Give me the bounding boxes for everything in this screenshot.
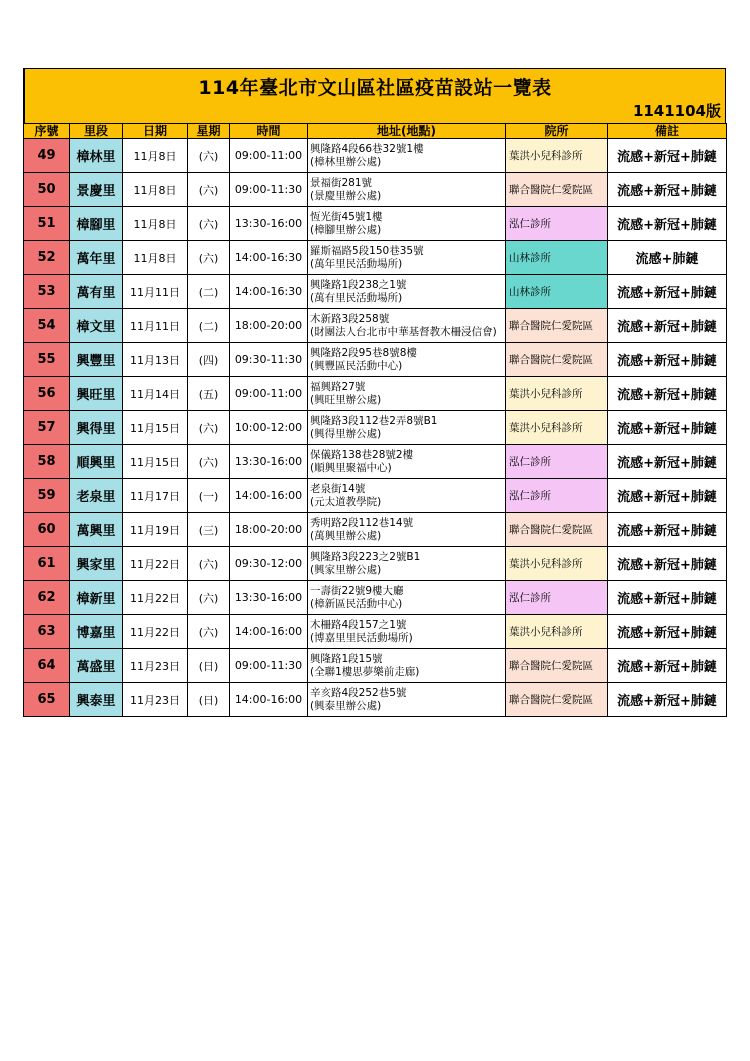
row-weekday: (六) (188, 207, 230, 241)
version-label: 1141104版 (632, 102, 721, 120)
header-row (24, 124, 727, 139)
row-weekday: (六) (188, 411, 230, 445)
row-li: 興旺里 (70, 377, 123, 411)
row-time: 09:00-11:30 (230, 173, 308, 207)
row-weekday: (六) (188, 615, 230, 649)
row-address-line1: 福興路27號 (310, 380, 366, 393)
row-time: 09:30-12:00 (230, 547, 308, 581)
row-li: 樟腳里 (70, 207, 123, 241)
row-address-line1: 興隆路1段15號 (310, 652, 383, 665)
row-address (308, 139, 506, 173)
row-seq: 58 (24, 445, 70, 479)
row-date: 11月23日 (123, 649, 188, 683)
row-note: 流感+新冠+肺鏈 (608, 207, 727, 241)
row-date: 11月23日 (123, 683, 188, 717)
row-note: 流感+新冠+肺鏈 (608, 343, 727, 377)
row-li: 老泉里 (70, 479, 123, 513)
row-date: 11月19日 (123, 513, 188, 547)
row-li: 興得里 (70, 411, 123, 445)
row-note: 流感+新冠+肺鏈 (608, 547, 727, 581)
row-address-line1: 老泉街14號 (310, 482, 366, 495)
row-li: 樟林里 (70, 139, 123, 173)
row-address (308, 445, 506, 479)
row-address-line1: 一壽街22號9樓大廳 (310, 584, 404, 597)
row-li: 樟文里 (70, 309, 123, 343)
row-address (308, 513, 506, 547)
row-li: 景慶里 (70, 173, 123, 207)
row-seq: 56 (24, 377, 70, 411)
row-address (308, 207, 506, 241)
row-seq: 61 (24, 547, 70, 581)
row-note: 流感+新冠+肺鏈 (608, 275, 727, 309)
row-address (308, 649, 506, 683)
row-clinic: 聯合醫院仁愛院區 (506, 649, 608, 683)
header-li: 里段 (70, 124, 123, 139)
row-note: 流感+新冠+肺鏈 (608, 411, 727, 445)
row-note: 流感+新冠+肺鏈 (608, 479, 727, 513)
row-address-line2: (萬興里辦公處) (310, 529, 382, 542)
row-clinic: 葉洪小兒科診所 (506, 139, 608, 173)
header-note: 備註 (608, 124, 727, 139)
row-weekday: (六) (188, 173, 230, 207)
row-weekday: (一) (188, 479, 230, 513)
row-seq: 55 (24, 343, 70, 377)
table-row (24, 445, 727, 479)
header-time: 時間 (230, 124, 308, 139)
row-weekday: (二) (188, 309, 230, 343)
row-address (308, 547, 506, 581)
row-time: 09:00-11:00 (230, 139, 308, 173)
title-band (23, 68, 726, 123)
row-clinic: 葉洪小兒科診所 (506, 411, 608, 445)
row-note: 流感+新冠+肺鏈 (608, 513, 727, 547)
row-address-line2: (興泰里辦公處) (310, 699, 382, 712)
row-note: 流感+新冠+肺鏈 (608, 309, 727, 343)
row-time: 13:30-16:00 (230, 445, 308, 479)
row-address-line1: 興隆路2段95巷8號8樓 (310, 346, 417, 359)
row-seq: 60 (24, 513, 70, 547)
row-address-line2: (博嘉里里民活動場所) (310, 631, 413, 644)
header-weekday: 星期 (188, 124, 230, 139)
row-seq: 62 (24, 581, 70, 615)
row-date: 11月14日 (123, 377, 188, 411)
header-address: 地址(地點) (308, 124, 506, 139)
row-seq: 65 (24, 683, 70, 717)
row-address-line2: (萬有里民活動場所) (310, 291, 403, 304)
row-li: 博嘉里 (70, 615, 123, 649)
row-address (308, 411, 506, 445)
row-date: 11月8日 (123, 241, 188, 275)
row-clinic: 聯合醫院仁愛院區 (506, 173, 608, 207)
row-date: 11月15日 (123, 445, 188, 479)
header-clinic: 院所 (506, 124, 608, 139)
table-row (24, 139, 727, 173)
page-title: 114年臺北市文山區社區疫苗設站一覽表 (198, 77, 552, 99)
row-weekday: (四) (188, 343, 230, 377)
row-address (308, 343, 506, 377)
row-clinic: 山林診所 (506, 275, 608, 309)
table-row (24, 241, 727, 275)
row-time: 09:00-11:00 (230, 377, 308, 411)
row-address-line2: (樟腳里辦公處) (310, 223, 382, 236)
table-row (24, 479, 727, 513)
row-date: 11月13日 (123, 343, 188, 377)
row-seq: 63 (24, 615, 70, 649)
row-weekday: (五) (188, 377, 230, 411)
row-seq: 51 (24, 207, 70, 241)
row-date: 11月11日 (123, 275, 188, 309)
table-row (24, 547, 727, 581)
row-note: 流感+新冠+肺鏈 (608, 139, 727, 173)
row-address (308, 309, 506, 343)
row-clinic: 泓仁診所 (506, 207, 608, 241)
row-clinic: 泓仁診所 (506, 479, 608, 513)
header-date: 日期 (123, 124, 188, 139)
row-address-line1: 木柵路4段157之1號 (310, 618, 407, 631)
row-address-line2: (萬年里民活動場所) (310, 257, 403, 270)
row-address-line1: 興隆路3段223之2號B1 (310, 550, 421, 563)
table-row (24, 207, 727, 241)
row-note: 流感+肺鏈 (608, 241, 727, 275)
row-note: 流感+新冠+肺鏈 (608, 445, 727, 479)
row-time: 10:00-12:00 (230, 411, 308, 445)
row-seq: 52 (24, 241, 70, 275)
row-address-line1: 恆光街45號1樓 (310, 210, 383, 223)
row-address-line1: 景福街281號 (310, 176, 373, 189)
row-time: 13:30-16:00 (230, 581, 308, 615)
row-clinic: 聯合醫院仁愛院區 (506, 513, 608, 547)
row-address-line1: 興隆路4段66巷32號1樓 (310, 142, 424, 155)
row-date: 11月22日 (123, 581, 188, 615)
row-date: 11月22日 (123, 547, 188, 581)
table-row (24, 649, 727, 683)
row-li: 萬年里 (70, 241, 123, 275)
row-note: 流感+新冠+肺鏈 (608, 581, 727, 615)
row-address-line1: 木新路3段258號 (310, 312, 390, 325)
row-clinic: 聯合醫院仁愛院區 (506, 343, 608, 377)
table-row (24, 275, 727, 309)
row-weekday: (日) (188, 649, 230, 683)
row-clinic: 聯合醫院仁愛院區 (506, 309, 608, 343)
row-li: 興家里 (70, 547, 123, 581)
table-row (24, 411, 727, 445)
table-row (24, 309, 727, 343)
row-address-line1: 保儀路138巷28號2樓 (310, 448, 414, 461)
row-address-line2: (興豐區民活動中心) (310, 359, 403, 372)
row-note: 流感+新冠+肺鏈 (608, 377, 727, 411)
row-address-line1: 羅斯福路5段150巷35號 (310, 244, 424, 257)
row-clinic: 葉洪小兒科診所 (506, 547, 608, 581)
table-row (24, 173, 727, 207)
row-seq: 54 (24, 309, 70, 343)
row-time: 14:00-16:30 (230, 275, 308, 309)
header-seq: 序號 (24, 124, 70, 139)
table-row (24, 513, 727, 547)
row-li: 萬盛里 (70, 649, 123, 683)
row-time: 14:00-16:00 (230, 615, 308, 649)
row-li: 樟新里 (70, 581, 123, 615)
row-address-line2: (興得里辦公處) (310, 427, 382, 440)
row-clinic: 泓仁診所 (506, 581, 608, 615)
row-time: 13:30-16:00 (230, 207, 308, 241)
row-li: 萬興里 (70, 513, 123, 547)
table-row (24, 377, 727, 411)
row-clinic: 葉洪小兒科診所 (506, 377, 608, 411)
schedule-table (23, 123, 727, 717)
row-address (308, 275, 506, 309)
row-note: 流感+新冠+肺鏈 (608, 173, 727, 207)
row-weekday: (六) (188, 445, 230, 479)
row-address-line1: 辛亥路4段252巷5號 (310, 686, 407, 699)
row-time: 18:00-20:00 (230, 513, 308, 547)
row-address-line2: (景慶里辦公處) (310, 189, 382, 202)
row-address (308, 479, 506, 513)
row-seq: 50 (24, 173, 70, 207)
row-note: 流感+新冠+肺鏈 (608, 683, 727, 717)
table-row (24, 581, 727, 615)
row-address-line1: 秀明路2段112巷14號 (310, 516, 414, 529)
row-address-line2: (財團法人台北市中華基督教木柵浸信會) (310, 325, 497, 338)
row-address (308, 581, 506, 615)
row-time: 14:00-16:00 (230, 479, 308, 513)
row-seq: 49 (24, 139, 70, 173)
row-address-line2: (全聯1樓思夢樂前走廊) (310, 665, 420, 678)
row-weekday: (六) (188, 139, 230, 173)
row-time: 09:30-11:30 (230, 343, 308, 377)
row-weekday: (六) (188, 581, 230, 615)
row-address-line2: (樟新區民活動中心) (310, 597, 403, 610)
row-date: 11月8日 (123, 173, 188, 207)
row-seq: 59 (24, 479, 70, 513)
row-address (308, 377, 506, 411)
row-seq: 64 (24, 649, 70, 683)
table-row (24, 343, 727, 377)
row-li: 順興里 (70, 445, 123, 479)
row-time: 14:00-16:00 (230, 683, 308, 717)
row-time: 09:00-11:30 (230, 649, 308, 683)
row-weekday: (日) (188, 683, 230, 717)
row-clinic: 聯合醫院仁愛院區 (506, 683, 608, 717)
row-date: 11月8日 (123, 139, 188, 173)
row-date: 11月17日 (123, 479, 188, 513)
row-address-line2: (元太道教學院) (310, 495, 382, 508)
row-address (308, 173, 506, 207)
row-clinic: 山林診所 (506, 241, 608, 275)
row-address-line1: 興隆路1段238之1號 (310, 278, 407, 291)
row-li: 興豐里 (70, 343, 123, 377)
row-weekday: (二) (188, 275, 230, 309)
row-clinic: 泓仁診所 (506, 445, 608, 479)
row-weekday: (六) (188, 547, 230, 581)
row-address-line1: 興隆路3段112巷2弄8號B1 (310, 414, 438, 427)
row-address-line2: (興旺里辦公處) (310, 393, 382, 406)
row-note: 流感+新冠+肺鏈 (608, 649, 727, 683)
row-note: 流感+新冠+肺鏈 (608, 615, 727, 649)
row-clinic: 葉洪小兒科診所 (506, 615, 608, 649)
row-date: 11月22日 (123, 615, 188, 649)
row-weekday: (三) (188, 513, 230, 547)
table-body (24, 139, 727, 717)
row-address-line2: (興家里辦公處) (310, 563, 382, 576)
table-row (24, 683, 727, 717)
row-address-line2: (樟林里辦公處) (310, 155, 382, 168)
row-address-line2: (順興里聚福中心) (310, 461, 392, 474)
vaccine-schedule-sheet (23, 68, 726, 717)
row-date: 11月8日 (123, 207, 188, 241)
row-li: 萬有里 (70, 275, 123, 309)
row-seq: 57 (24, 411, 70, 445)
table-row (24, 615, 727, 649)
row-address (308, 241, 506, 275)
row-address (308, 615, 506, 649)
row-seq: 53 (24, 275, 70, 309)
row-li: 興泰里 (70, 683, 123, 717)
row-date: 11月15日 (123, 411, 188, 445)
row-time: 18:00-20:00 (230, 309, 308, 343)
row-address (308, 683, 506, 717)
row-weekday: (六) (188, 241, 230, 275)
row-date: 11月11日 (123, 309, 188, 343)
row-time: 14:00-16:30 (230, 241, 308, 275)
